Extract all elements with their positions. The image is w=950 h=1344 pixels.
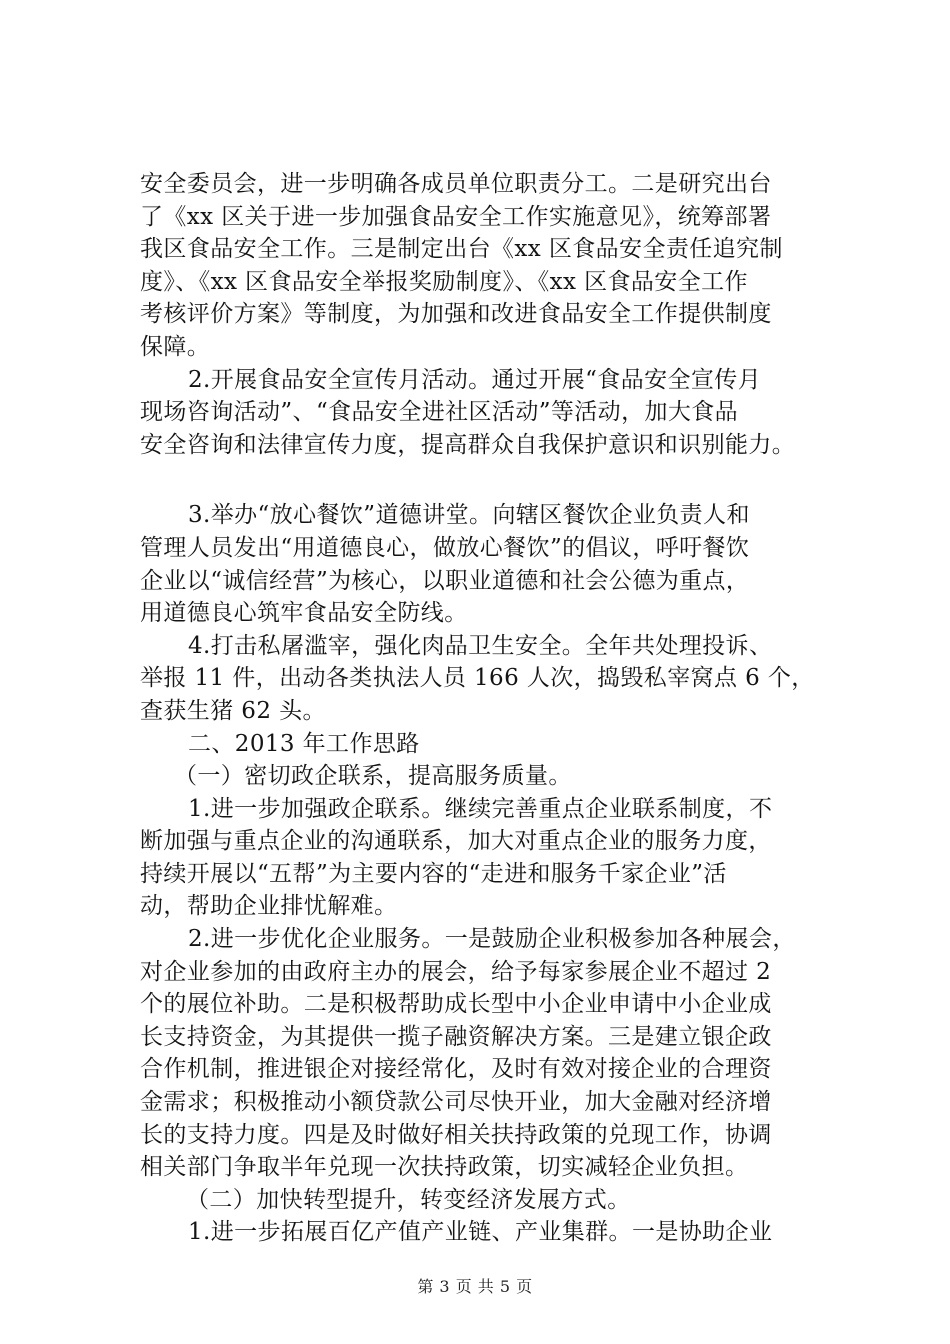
text-line: 我区食品安全工作。三是制定出台《xx 区食品安全责任追究制 [140, 236, 783, 263]
page-footer: 第 3 页 共 5 页 [417, 1277, 533, 1296]
text-line: 相关部门争取半年兑现一次扶持政策，切实减轻企业负担。 [140, 1154, 749, 1181]
text-line: 长的支持力度。四是及时做好相关扶持政策的兑现工作，协调 [140, 1121, 772, 1148]
paragraph-start: 3.举办“放心餐饮”道德讲堂。向辖区餐饮企业负责人和 [188, 502, 750, 529]
paragraph-start: 2.开展食品安全宣传月活动。通过开展“食品安全宣传月 [188, 366, 762, 393]
paragraph-gap [140, 461, 840, 499]
text-line: 用道德良心筑牢食品安全防线。 [140, 600, 468, 627]
paragraph-start: 2.进一步优化企业服务。一是鼓励企业积极参加各种展会， [188, 926, 796, 953]
text-line: 企业以“诚信经营”为核心，以职业道德和社会公德为重点， [140, 567, 750, 594]
section-heading: 二、2013 年工作思路 [188, 730, 420, 757]
text-line: 管理人员发出“用道德良心，做放心餐饮”的倡议，呼吁餐饮 [140, 534, 750, 561]
text-line: 长支持资金，为其提供一揽子融资解决方案。三是建立银企政 [140, 1023, 772, 1050]
document-body [140, 168, 840, 1249]
paragraph-start: 1.进一步加强政企联系。继续完善重点企业联系制度，不 [188, 795, 773, 822]
text-line: 了《xx 区关于进一步加强食品安全工作实施意见》，统筹部署 [140, 203, 772, 230]
text-line: 现场咨询活动”、“食品安全进社区活动”等活动，加大食品 [140, 399, 739, 426]
text-line: 金需求；积极推动小额贷款公司尽快开业，加大金融对经济增 [140, 1089, 772, 1116]
text-line: 举报 11 件，出动各类执法人员 166 人次，捣毁私宰窝点 6 个， [140, 665, 815, 692]
text-line: 动，帮助企业排忧解难。 [140, 893, 398, 920]
text-line: 保障。 [140, 333, 211, 360]
text-line: 对企业参加的由政府主办的展会，给予每家参展企业不超过 2 [140, 958, 772, 985]
paragraph-start: 1.进一步拓展百亿产值产业链、产业集群。一是协助企业 [188, 1219, 773, 1246]
text-line: 持续开展以“五帮”为主要内容的“走进和服务千家企业”活 [140, 860, 727, 887]
subsection-heading: （二）加快转型提升，转变经济发展方式。 [186, 1186, 631, 1213]
text-line: 考核评价方案》等制度，为加强和改进食品安全工作提供制度 [140, 301, 772, 328]
text-line: 断加强与重点企业的沟通联系，加大对重点企业的服务力度， [140, 828, 772, 855]
text-line: 查获生猪 62 头。 [140, 697, 326, 724]
paragraph-start: 4.打击私屠滥宰，强化肉品卫生安全。全年共处理投诉、 [188, 632, 773, 659]
subsection-heading: （一）密切政企联系，提高服务质量。 [174, 763, 572, 790]
text-line: 安全咨询和法律宣传力度，提高群众自我保护意识和识别能力。 [140, 431, 796, 458]
text-line: 度》、《xx 区食品安全举报奖励制度》、《xx 区食品安全工作 [140, 268, 748, 295]
text-line: 合作机制，推进银企对接经常化，及时有效对接企业的合理资 [140, 1056, 772, 1083]
text-line: 安全委员会，进一步明确各成员单位职责分工。二是研究出台 [140, 171, 772, 197]
text-line: 个的展位补助。二是积极帮助成长型中小企业申请中小企业成 [140, 991, 772, 1018]
